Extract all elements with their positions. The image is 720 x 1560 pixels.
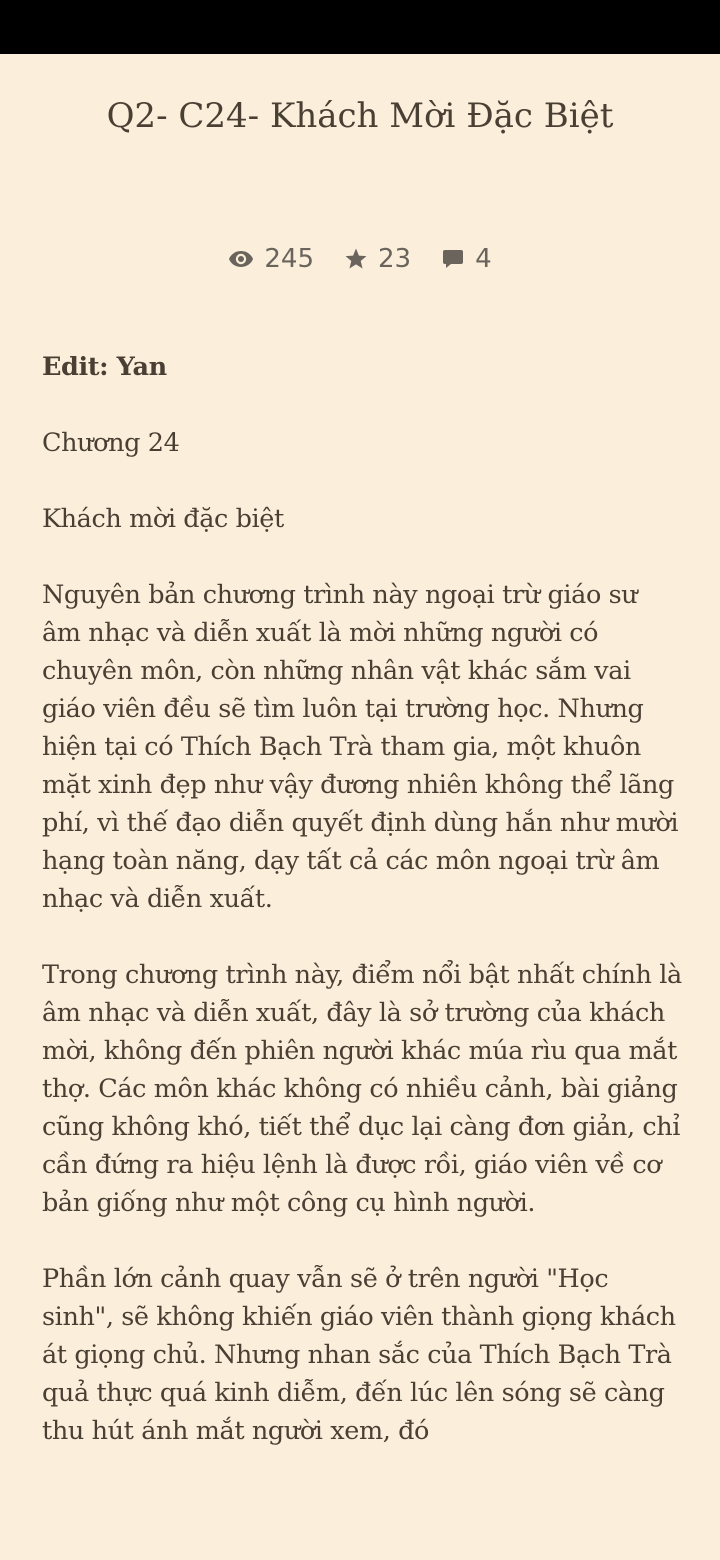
content-paragraph: Phần lớn cảnh quay vẫn sẽ ở trên người "Học sinh", sẽ không khiến giáo viên thành giọng khách át giọng chủ. Nhưng nhan sắc của Thích Bạch Trà quả thực quá kinh diễm, đến lúc lên sóng sẽ càng thu hút ánh mắt người xem, đó <box>42 1264 676 1446</box>
comments-stat <box>441 244 492 274</box>
chapter-stats <box>0 244 720 274</box>
star-icon <box>344 247 368 271</box>
chapter-content <box>42 348 682 1488</box>
stars-stat <box>344 244 411 274</box>
eye-icon <box>228 249 254 269</box>
status-bar <box>0 0 720 54</box>
views-stat <box>228 244 314 274</box>
chapter-subtitle: Khách mời đặc biệt <box>42 504 284 534</box>
chapter-title: Q2- C24- Khách Mời Đặc Biệt <box>106 96 614 136</box>
stars-count: 23 <box>378 244 412 274</box>
comments-count: 4 <box>475 244 492 274</box>
content-paragraph: Trong chương trình này, điểm nổi bật nhất chính là âm nhạc và diễn xuất, đây là sở trường của khách mời, không đến phiên người khác múa rìu qua mắt thợ. Các môn khác không có nhiều cảnh, bài giảng cũng không khó, tiết thể dục lại càng đơn giản, chỉ cần đứng ra hiệu lệnh là được rồi, giáo viên về cơ bản giống như một công cụ hình người. <box>42 960 682 1218</box>
chapter-label: Chương 24 <box>42 428 180 458</box>
views-count: 245 <box>264 244 314 274</box>
editor-credit: Edit: Yan <box>42 352 167 382</box>
comment-icon <box>441 247 465 271</box>
content-paragraph: Nguyên bản chương trình này ngoại trừ giáo sư âm nhạc và diễn xuất là mời những người có chuyên môn, còn những nhân vật khác sắm vai giáo viên đều sẽ tìm luôn tại trường học. Nhưng hiện tại có Thích Bạch Trà tham gia, một khuôn mặt xinh đẹp như vậy đương nhiên không thể lãng phí, vì thế đạo diễn quyết định dùng hắn như mười hạng toàn năng, dạy tất cả các môn ngoại trừ âm nhạc và diễn xuất. <box>42 580 679 914</box>
